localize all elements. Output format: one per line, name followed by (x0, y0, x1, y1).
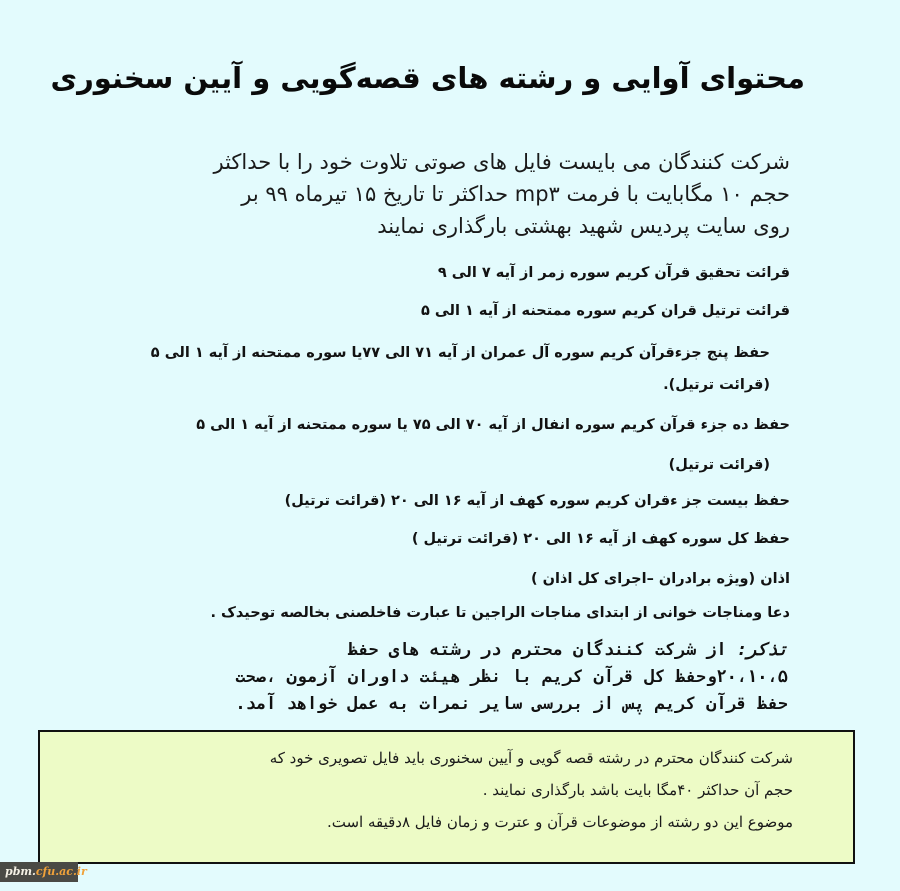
storytelling-info-box (38, 730, 855, 864)
info-line: شرکت کنندگان محترم در رشته قصه گویی و آیین سخنوری باید فایل تصویری خود که (269, 749, 793, 767)
list-item: قرائت ترتیل قران کریم سوره ممتحنه از آیه ۱ الی ۵ (420, 303, 790, 319)
info-box-text (53, 742, 793, 838)
list-item: (قرائت ترتیل) (668, 457, 770, 473)
note-line: ۲۰،۱۰،۵وحفظ کل قرآن کریم با نظر هیئت داوران آزمون ،صحت (235, 667, 788, 687)
reminder-note (88, 637, 788, 718)
intro-line: شرکت کنندگان می بایست فایل های صوتی تلاوت خود را با حداکثر (213, 150, 790, 174)
note-line (88, 637, 788, 664)
list-item: دعا ومناجات خوانی از ابتدای مناجات الراجین تا عبارت فاخلصنی بخالصه توحیدک . (210, 605, 790, 621)
list-item: حفظ پنج جزءقرآن کریم سوره آل عمران از آیه ۷۱ الی ۷۷یا سوره ممتحنه از آیه ۱ الی ۵ (150, 345, 770, 361)
watermark-domain: cfu.ac.ir (35, 865, 87, 878)
list-item: حفظ ده جزء قرآن کریم سوره انفال از آیه ۷۰ الی ۷۵ یا سوره ممتحنه از آیه ۱ الی ۵ (196, 417, 790, 433)
note-label: تذکر: (736, 640, 788, 660)
list-item: اذان (ویژه برادران –اجرای کل اذان ) (531, 571, 790, 587)
site-watermark (0, 862, 87, 882)
page-title: محتوای آوایی و رشته های قصه‌گویی و آیین سخنوری (50, 61, 805, 95)
intro-line: روی سایت پردیس شهید بهشتی بارگذاری نمایند (377, 214, 790, 238)
note-text: از شرکت کنندگان محترم در رشته های حفظ (347, 640, 727, 660)
list-item: (قرائت ترتیل). (663, 377, 770, 393)
info-line: موضوع این دو رشته از موضوعات قرآن و عترت و زمان فایل ۸دقیقه است. (326, 813, 793, 831)
info-line: حجم آن حداکثر ۴۰مگا بایت باشد بارگذاری نمایند . (482, 781, 793, 799)
intro-line: حجم ۱۰ مگابایت با فرمت mp۳ حداکثر تا تاریخ ۱۵ تیرماه ۹۹ بر (241, 182, 790, 206)
watermark-prefix: pbm. (5, 865, 36, 878)
list-item: حفظ کل سوره کهف از آیه ۱۶ الی ۲۰ (قرائت ترتیل ) (411, 531, 790, 547)
intro-paragraph (213, 146, 790, 242)
list-item: حفظ بیست جز ءقران کریم سوره کهف از آیه ۱۶ الی ۲۰ (قرائت ترتیل) (284, 493, 790, 509)
note-line: حفظ قرآن کریم پس از بررسی سایر نمرات به عمل خواهد آمد. (235, 694, 788, 714)
list-item: قرائت تحقیق قرآن کریم سوره زمر از آیه ۷ الی ۹ (437, 265, 790, 281)
